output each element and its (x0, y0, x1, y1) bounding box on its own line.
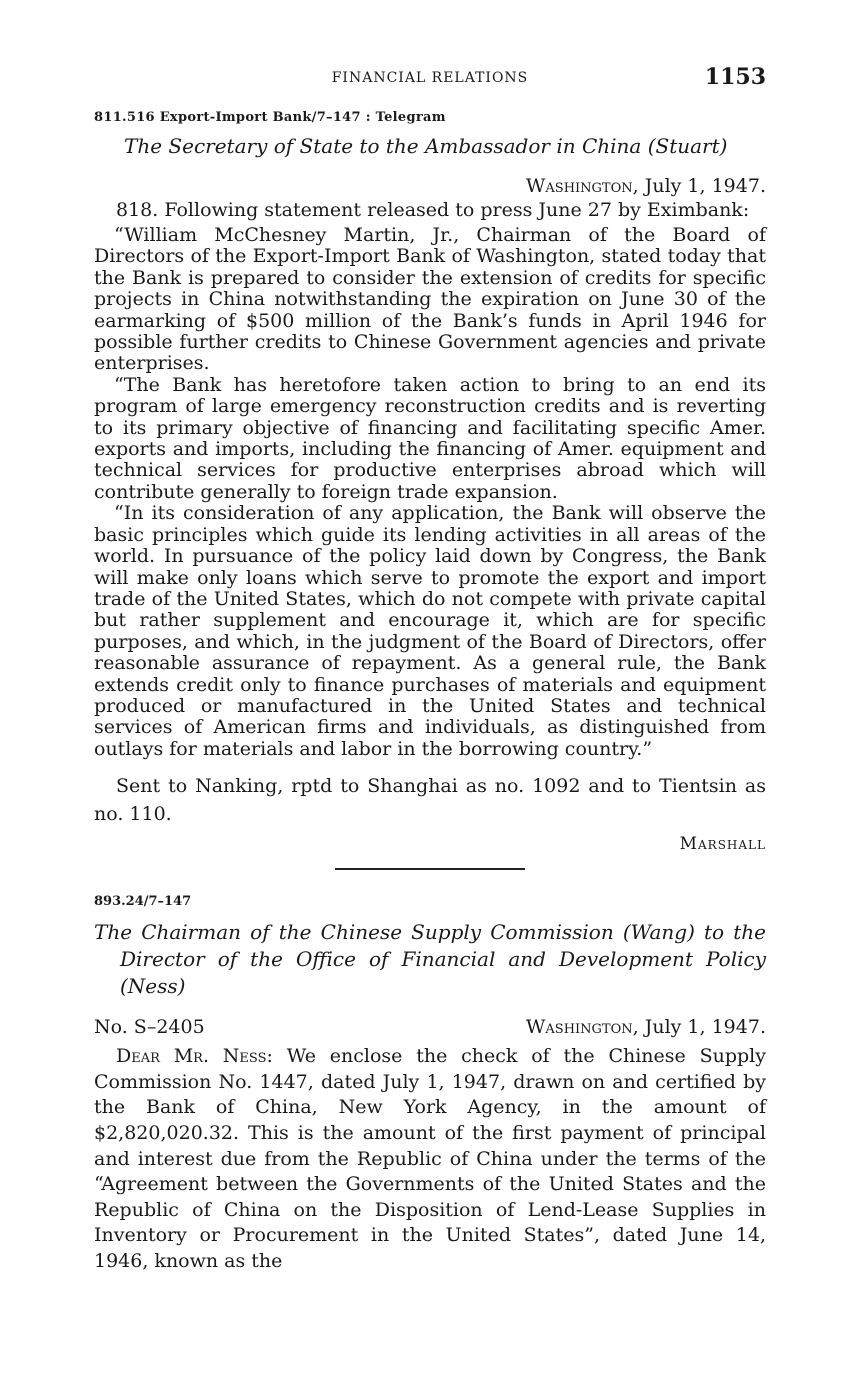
page-number: 1153 (704, 64, 766, 90)
telegram-number-line: 818. Following statement released to press June 27 by Eximbank: (116, 199, 750, 221)
running-head (94, 64, 766, 94)
letter-number: No. S–2405 (94, 1016, 205, 1039)
dateline-place: Washington, (525, 1016, 639, 1039)
file-reference: 811.516 Export-Import Bank/7–147 : Telegram (94, 110, 446, 125)
running-title: FINANCIAL RELATIONS (331, 70, 529, 86)
statement-paragraph: “William McChesney Martin, Jr., Chairman of the Board of Directors of the Export-Import Bank of Washington, stated today that the Bank is prepared to consider the extension of credits for specific projects in China notwithstanding the expiration on June 30 of the earmarking of $500 million of the Bank’s funds in April 1946 for possible further credits to Chinese Government agencies and private enterprises. (94, 224, 766, 375)
letter-header-line (94, 1016, 766, 1038)
letter-text: We enclose the check of the Chinese Supply Commission No. 1447, dated July 1, 1947, drawn on and certified by the Bank of China, New York Agency, in the amount of $2,820,020.32. This is the amount of the first payment of principal and interest due from the Republic of China under the terms of the “Agreement between the Governments of the United States and the Republic of China on the Disposition of Lend-Lease Supplies in Inventory or Procurement in the United States”, dated June 14, 1946, known as the (94, 1045, 766, 1272)
statement-paragraph: “In its consideration of any application, the Bank will observe the basic principles which guide its lending activities in all areas of the world. In pursuance of the policy laid down by Congress, the Bank will make only loans which serve to promote the export and import trade of the United States, which do not compete with private capital but rather supplement and encourage it, which are for specific purposes, and which, in the judgment of the Board of Directors, offer reasonable assurance of repayment. As a general rule, the Bank extends credit only to finance purchases of materials and equipment produced or manufactured in the United States and technical services of American firms and individuals, as distinguished from outlays for materials and labor in the borrowing country.” (94, 502, 766, 760)
document-title: The Chairman of the Chinese Supply Commission (Wang) to the Director of the Office of Financial and Development Policy (Ness) (94, 920, 766, 999)
dateline (526, 1016, 766, 1038)
section-divider (335, 868, 525, 870)
dateline-place: Washington, (525, 175, 639, 197)
press-statement (94, 225, 766, 760)
dateline-date: July 1, 1947. (638, 1016, 766, 1039)
document-page (94, 64, 766, 1275)
statement-paragraph: “The Bank has heretofore taken action to bring to an end its program of large emergency reconstruction credits and is reverting to its primary objective of financing and facilitating specific Amer. exports and imports, including the financing of Amer. equipment and technical services for productive enterprises abroad which will contribute generally to foreign trade expansion. (94, 373, 766, 503)
document-title: The Secretary of State to the Ambassador in China (Stuart) (124, 134, 728, 158)
file-reference: 893.24/7–147 (94, 894, 192, 910)
dateline-date: July 1, 1947. (638, 175, 766, 197)
distribution-line: Sent to Nanking, rptd to Shanghai as no. 1092 and to Tientsin as no. 110. (94, 775, 766, 826)
dateline (94, 175, 766, 197)
signature: Marshall (679, 834, 766, 855)
salutation: Dear Mr. Ness: (116, 1045, 273, 1068)
letter-body (94, 1044, 766, 1274)
